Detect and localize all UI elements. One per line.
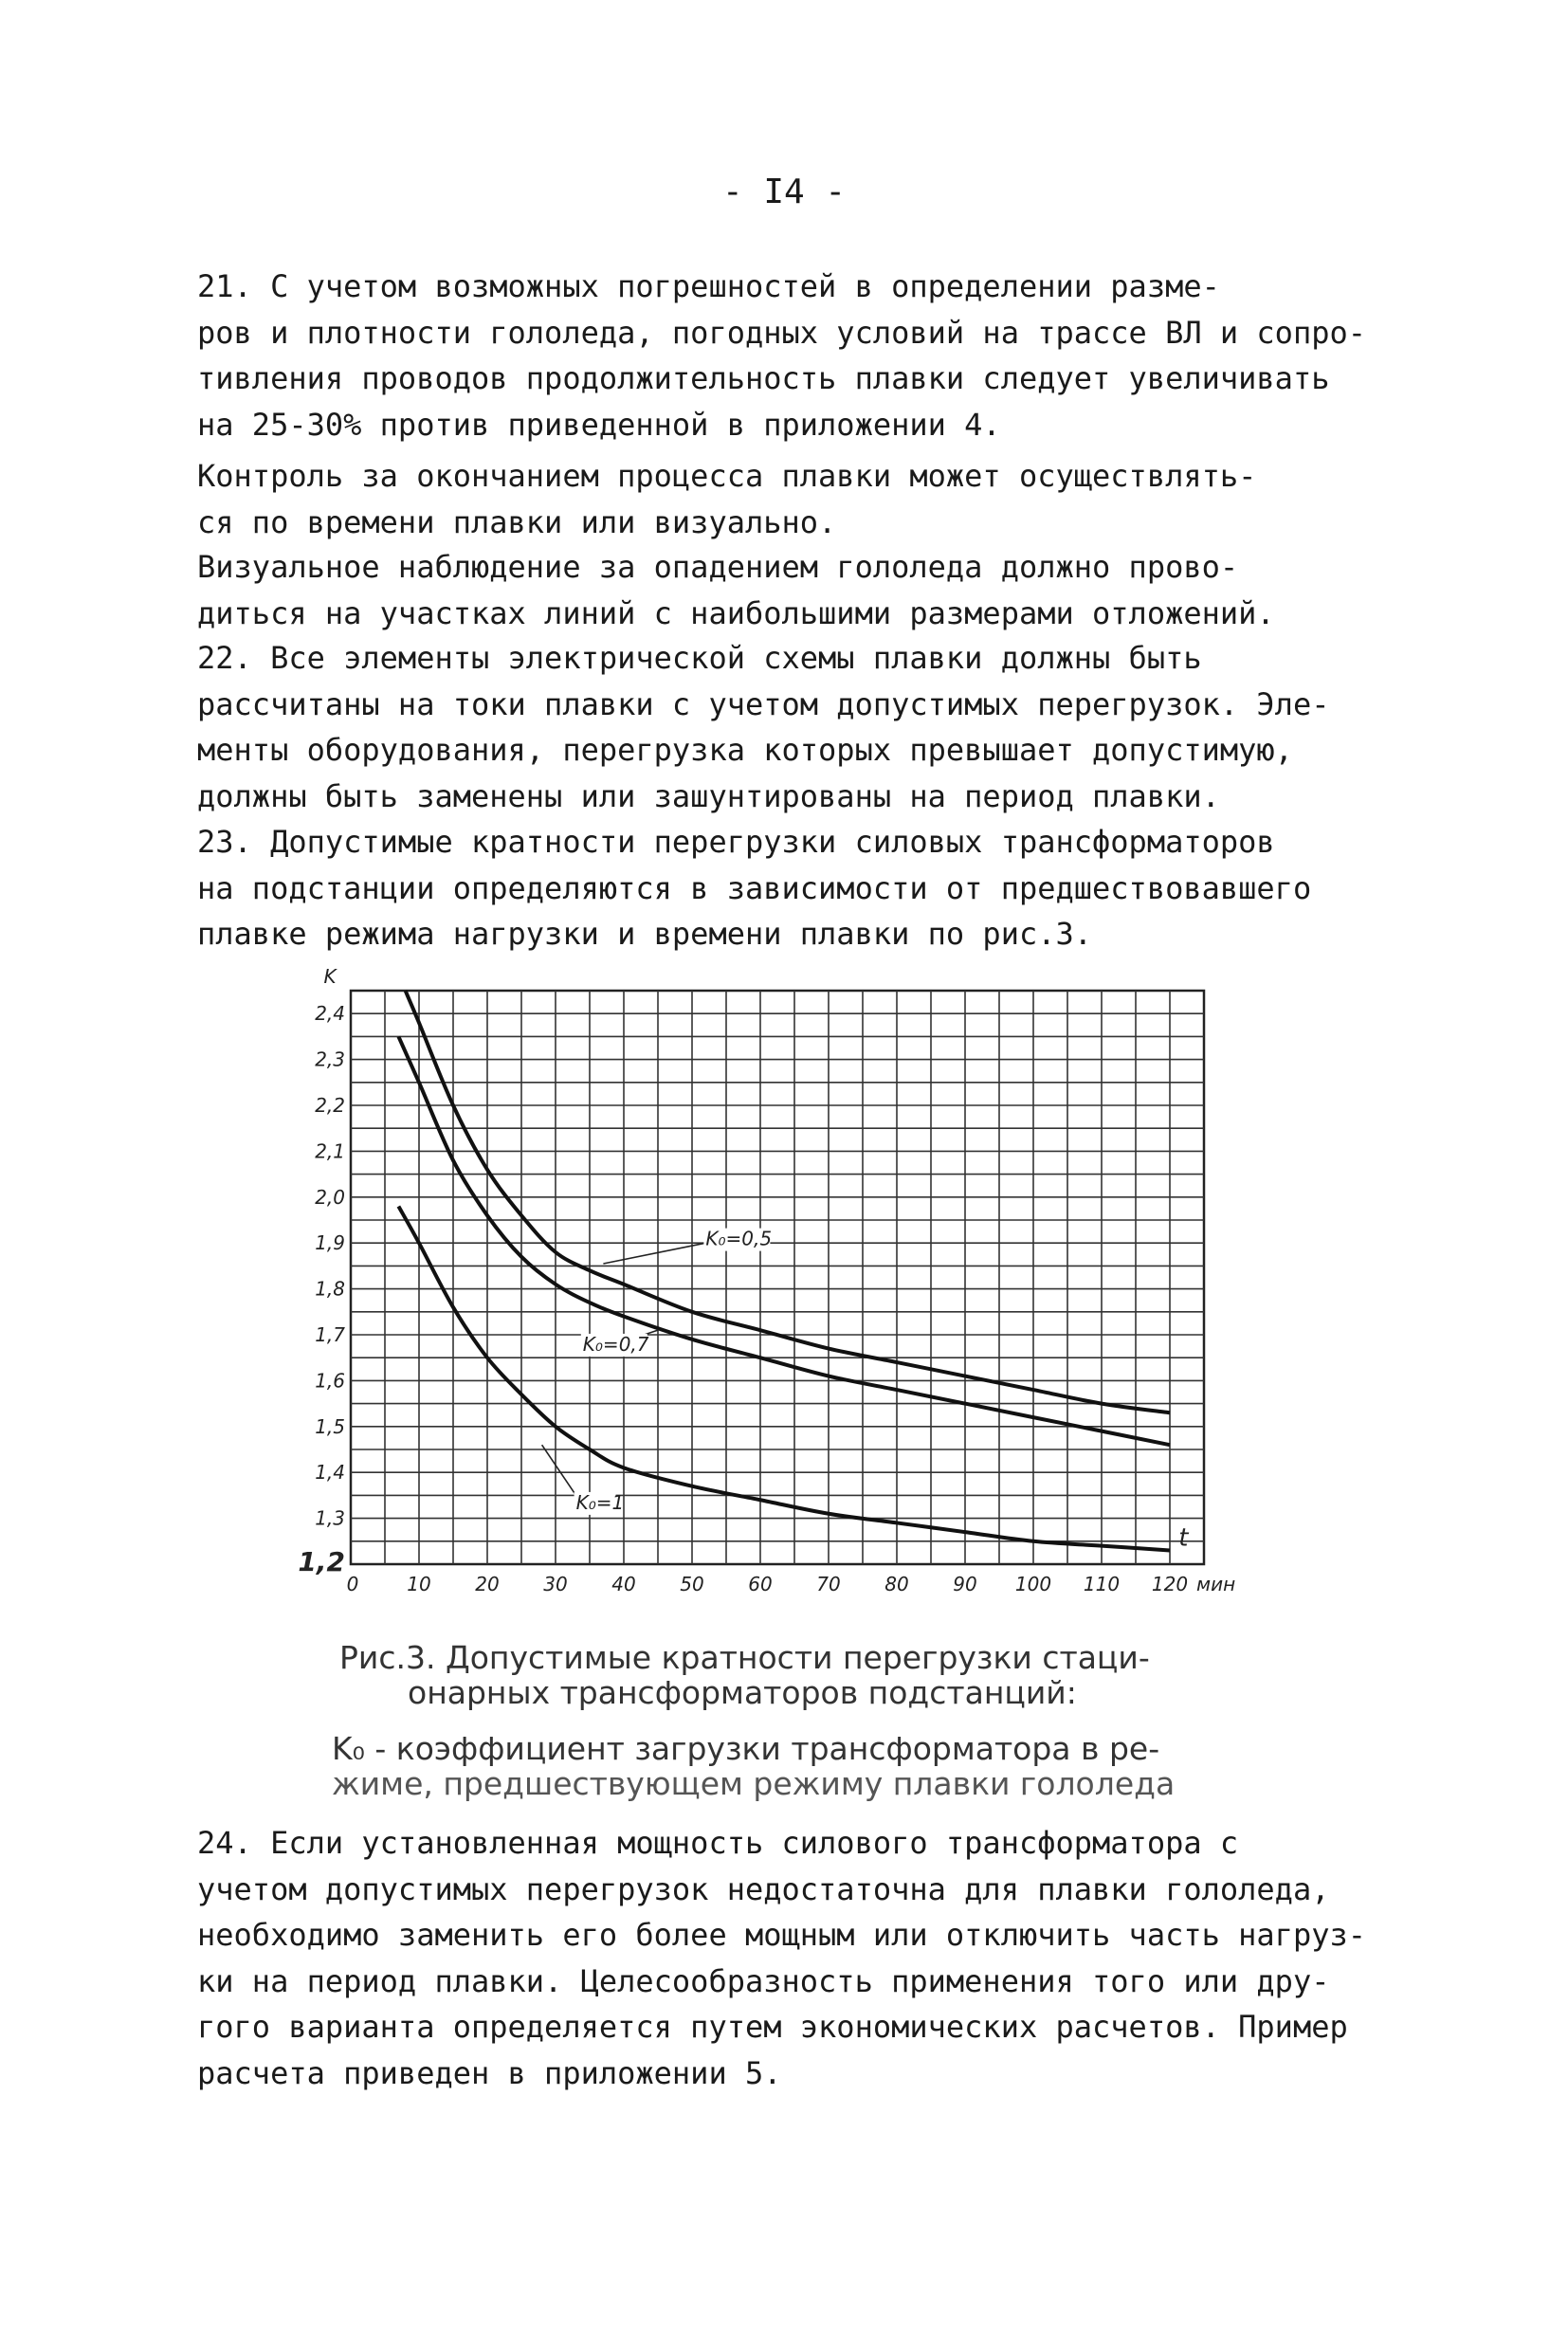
paragraph-visual	[197, 544, 1401, 636]
y-tick-label: 2,0	[315, 1185, 345, 1209]
text-line: учетом допустимых перегрузок недостаточна для плавки гололеда,	[197, 1870, 1330, 1907]
paragraph-24	[197, 1820, 1401, 2096]
text-line: 21. С учетом возможных погрешностей в определении разме-	[197, 268, 1220, 304]
text-line: Контроль за окончанием процесса плавки может осуществлять-	[197, 458, 1257, 494]
caption-line-2: онарных трансформаторов подстанций:	[408, 1674, 1077, 1711]
paragraph-21	[197, 264, 1401, 447]
x-axis-label: t	[1178, 1523, 1189, 1553]
x-tick-label: 80	[884, 1573, 909, 1595]
text-line: на подстанции определяются в зависимости от предшествовавшего	[197, 869, 1312, 906]
y-axis-label: K	[323, 965, 337, 988]
chart-ticks	[298, 1002, 1235, 1595]
caption-line-4: жиме, предшествующем режиму плавки гололеда	[332, 1765, 1176, 1802]
caption-line-3: K₀ - коэффициент загрузки трансформатора в ре-	[332, 1730, 1160, 1767]
figure-3	[294, 957, 1242, 1640]
text-line: расчета приведен в приложении 5.	[197, 2054, 782, 2091]
y-tick-label: 1,4	[315, 1461, 345, 1485]
y-tick-label: 1,8	[315, 1277, 345, 1301]
text-line: должны быть заменены или зашунтированы на период плавки.	[197, 777, 1220, 814]
text-line: диться на участках линий с наибольшими размерами отложений.	[197, 594, 1275, 631]
y-tick-label: 1,9	[315, 1231, 345, 1255]
y-tick-label: 1,3	[315, 1506, 345, 1530]
x-tick-label: 30	[543, 1573, 568, 1595]
y-tick-label: 1,6	[315, 1369, 345, 1393]
text-line: рассчитаны на токи плавки с учетом допустимых перегрузок. Эле-	[197, 685, 1330, 722]
text-line: на 25-30% против приведенной в приложении 4.	[197, 406, 1001, 443]
text-line: 22. Все элементы электрической схемы плавки должны быть	[197, 640, 1202, 676]
curve-series-2	[398, 1206, 1170, 1550]
x-tick-label: 0	[346, 1573, 359, 1595]
paragraph-control	[197, 453, 1401, 545]
x-tick-label: 50	[680, 1573, 704, 1595]
annotation-leader	[542, 1445, 576, 1495]
x-unit-label: мин	[1196, 1573, 1236, 1595]
plot-frame	[351, 991, 1204, 1564]
text-line: необходимо заменить его более мощным или отключить часть нагруз-	[197, 1917, 1366, 1953]
curve-label-1: K₀=0,7	[582, 1332, 649, 1356]
text-line: ки на период плавки. Целесообразность применения того или дру-	[197, 1962, 1330, 1999]
x-tick-label: 110	[1083, 1573, 1121, 1595]
x-tick-label: 90	[953, 1573, 977, 1595]
text-line: менты оборудования, перегрузка которых превышает допустимую,	[197, 732, 1293, 768]
chart-grid	[351, 991, 1204, 1564]
chart-curves	[398, 991, 1170, 1550]
y-tick-label: 1,5	[315, 1414, 345, 1438]
text-line: Визуальное наблюдение за опадением гололеда должно прово-	[197, 549, 1239, 585]
text-line: плавке режима нагрузки и времени плавки по рис.3.	[197, 916, 1093, 952]
y-tick-label: 1,7	[315, 1323, 345, 1346]
page-number: - I4 -	[721, 173, 847, 211]
text-line: ров и плотности гололеда, погодных условий на трассе ВЛ и сопро-	[197, 314, 1366, 351]
caption-line-1: Рис.3. Допустимые кратности перегрузки стаци-	[339, 1639, 1150, 1676]
x-tick-label: 40	[611, 1573, 636, 1595]
curve-series-0	[406, 991, 1170, 1412]
x-tick-label: 60	[748, 1573, 773, 1595]
x-tick-label: 10	[407, 1573, 431, 1595]
text-line: 24. Если установленная мощность силового трансформатора с	[197, 1825, 1239, 1861]
paragraph-22	[197, 635, 1401, 819]
curve-series-1	[398, 1036, 1170, 1445]
x-tick-label: 70	[816, 1573, 841, 1595]
y-tick-label: 1,2	[298, 1546, 345, 1577]
annotation-leader	[603, 1243, 705, 1264]
y-tick-label: 2,3	[315, 1048, 345, 1071]
text-line: тивления проводов продолжительность плавки следует увеличивать	[197, 360, 1330, 396]
overload-chart	[294, 957, 1242, 1640]
paragraph-23	[197, 819, 1401, 957]
x-tick-label: 120	[1151, 1573, 1189, 1595]
text-line: 23. Допустимые кратности перегрузки силовых трансформаторов	[197, 824, 1275, 860]
x-tick-label: 100	[1014, 1573, 1052, 1595]
curve-label-2: K₀=1	[575, 1490, 625, 1514]
x-tick-label: 20	[475, 1573, 500, 1595]
y-tick-label: 2,1	[315, 1139, 345, 1163]
y-tick-label: 2,2	[315, 1094, 345, 1117]
curve-label-0: K₀=0,5	[705, 1227, 773, 1250]
y-tick-label: 2,4	[315, 1002, 345, 1026]
text-line: гого варианта определяется путем экономических расчетов. Пример	[197, 2009, 1348, 2045]
text-line: ся по времени плавки или визуально.	[197, 503, 837, 540]
figure-caption	[332, 1640, 1242, 1801]
